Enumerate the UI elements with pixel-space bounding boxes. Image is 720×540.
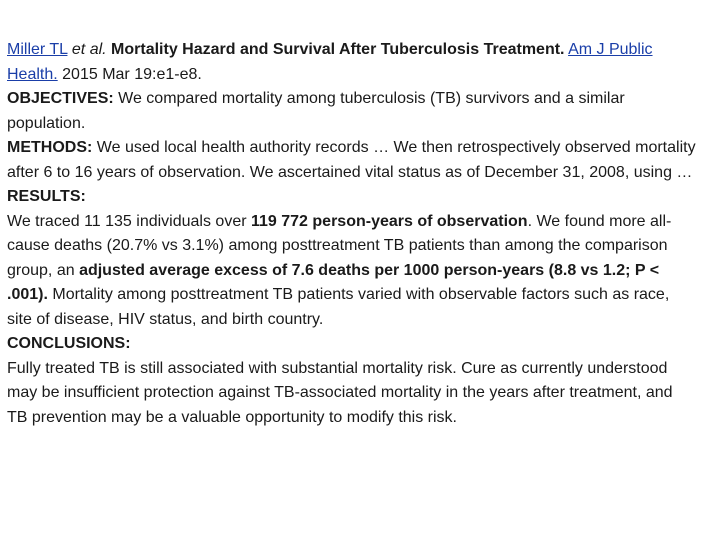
methods-text: We used local health authority records … We then retrospectively observed mortality after 6 to 16 years of observation. We ascertained vital status as of December 31, 2008, using … <box>7 139 696 181</box>
citation <box>7 38 697 87</box>
results-text-3: Mortality among posttreatment TB patients varied with observable factors such as race, site of disease, HIV status, and birth country. <box>7 286 670 328</box>
results-paragraph <box>7 210 697 333</box>
results-bold-1: 119 772 person-years of observation <box>251 212 528 230</box>
author-link[interactable]: Miller TL <box>7 41 68 58</box>
results-text-2: . We found more all-cause deaths (20.7% vs 3.1%) among posttreatment TB patients than among the comparison group, an <box>7 212 672 279</box>
methods-paragraph <box>7 136 697 185</box>
publication-date: 2015 Mar 19:e1-e8. <box>62 65 202 83</box>
journal-link[interactable]: Am J Public Health. <box>7 41 653 83</box>
results-bold-2: adjusted average excess of 7.6 deaths per 1000 person-years (8.8 vs 1.2; P < .001). <box>7 261 660 303</box>
conclusions-label: CONCLUSIONS: <box>7 335 131 352</box>
conclusions-text: Fully treated TB is still associated with substantial mortality risk. Cure as currently understood may be insufficient protection against TB-associated mortality in the years after treatment, and TB prevention may be a valuable opportunity to modify this risk. <box>7 359 673 426</box>
results-text-1: We traced 11 135 individuals over <box>7 212 247 230</box>
methods-label: METHODS: <box>7 139 93 156</box>
abstract-slide <box>7 38 697 430</box>
objectives-label: OBJECTIVES: <box>7 90 114 107</box>
results-label: RESULTS: <box>7 188 86 205</box>
article-title: Mortality Hazard and Survival After Tuberculosis Treatment. <box>111 41 565 58</box>
objectives-paragraph <box>7 87 697 136</box>
et-al: et al. <box>71 41 107 58</box>
objectives-text: We compared mortality among tuberculosis (TB) survivors and a similar population. <box>7 90 625 132</box>
